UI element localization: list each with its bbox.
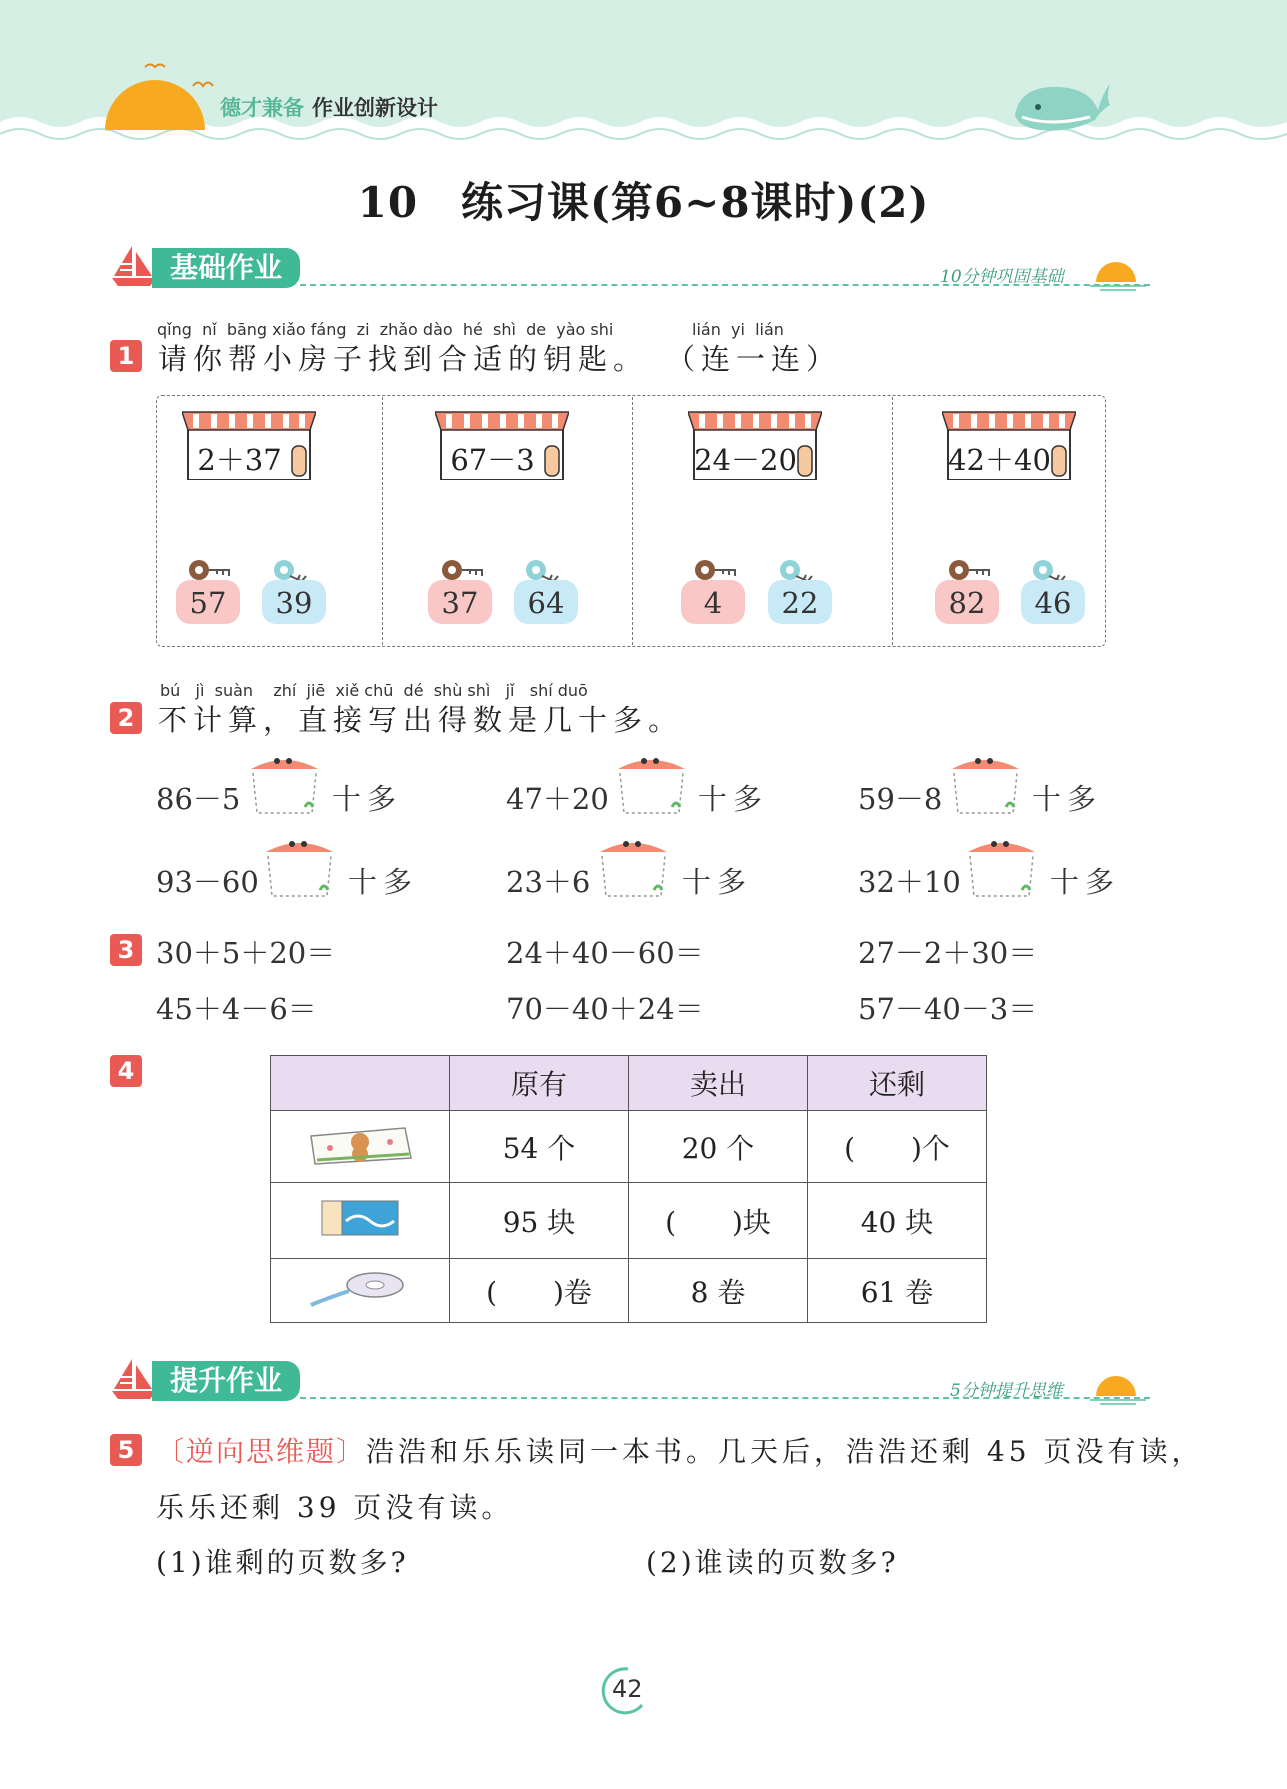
house-3[interactable]: [688, 410, 822, 484]
table-cell: 95 块: [450, 1183, 629, 1259]
table-header: 原有: [450, 1056, 629, 1111]
q1-pinyin: qǐng nǐ bāng xiǎo fáng zi zhǎo dào hé shì de yào shi: [157, 320, 614, 339]
q1-divider: [632, 397, 633, 645]
q2-expression: 59－8: [858, 782, 943, 816]
basket-blank[interactable]: [247, 755, 322, 815]
q3-equation[interactable]: 27－2＋30＝: [858, 936, 1038, 970]
basket-blank[interactable]: [964, 838, 1039, 898]
q2-suffix: 十多: [682, 865, 753, 899]
q2-suffix: 十多: [1032, 782, 1103, 816]
table-header: 卖出: [629, 1056, 808, 1111]
eraser-icon: [320, 1195, 400, 1239]
q5-number: 5: [110, 1434, 142, 1466]
q4-number: 4: [110, 1055, 142, 1087]
row-icon-cell: [271, 1259, 450, 1323]
key-37[interactable]: 37: [428, 580, 492, 624]
section-advanced-note: 5分钟提升思维: [950, 1381, 1063, 1401]
key-4[interactable]: 4: [681, 580, 745, 624]
key-57[interactable]: 57: [176, 580, 240, 624]
table-cell: 61 卷: [808, 1259, 987, 1323]
page-title: 10 练习课(第6~8课时)(2): [357, 178, 930, 227]
house-2[interactable]: [435, 410, 569, 484]
sun-icon: [100, 55, 210, 130]
house-expression: 67－3: [450, 443, 535, 477]
key-82[interactable]: 82: [935, 580, 999, 624]
q2-pinyin: bú jì suàn zhí jiē xiě chū dé shù shì jǐ shí duō: [160, 681, 588, 700]
sailboat-icon: [110, 244, 158, 288]
table-header: 还剩: [808, 1056, 987, 1111]
basket-blank[interactable]: [948, 755, 1023, 815]
q2-expression: 23＋6: [506, 865, 591, 899]
q2-expression: 32＋10: [858, 865, 961, 899]
tape-roll-icon: [305, 1265, 415, 1309]
section-basic-note: 10分钟巩固基础: [940, 267, 1064, 287]
q1-text2: （连一连）: [666, 342, 842, 376]
bird-icon: [192, 78, 214, 90]
key-22[interactable]: 22: [768, 580, 832, 624]
q5-line2: 乐乐还剩 39 页没有读。: [156, 1491, 514, 1524]
q2-text: 不计算，直接写出得数是几十多。: [158, 703, 684, 737]
house-expression: 2＋37: [197, 443, 282, 477]
q3-equation[interactable]: 30＋5＋20＝: [156, 936, 336, 970]
q1-text: 请你帮小房子找到合适的钥匙。: [158, 342, 649, 376]
page-number: 42: [612, 1675, 643, 1703]
table-cell-blank[interactable]: ( )卷: [450, 1259, 629, 1323]
q3-equation[interactable]: 24＋40－60＝: [506, 936, 704, 970]
q5-text1: 浩浩和乐乐读同一本书。几天后，浩浩还剩 45 页没有读，: [366, 1435, 1204, 1468]
q2-suffix: 十多: [348, 865, 419, 899]
q1-pinyin2: lián yi lián: [692, 320, 784, 339]
basket-blank[interactable]: [596, 838, 671, 898]
section-advanced-label: 提升作业: [152, 1361, 300, 1401]
table-cell-blank[interactable]: ( )块: [629, 1183, 808, 1259]
key-64[interactable]: 64: [514, 580, 578, 624]
q5-line1: [156, 1430, 1203, 1470]
house-4[interactable]: [942, 410, 1076, 484]
table-cell: 20 个: [629, 1111, 808, 1183]
q3-equation[interactable]: 45＋4－6＝: [156, 992, 317, 1026]
q5-tag: 〔逆向思维题〕: [156, 1435, 367, 1468]
sailboat-icon: [110, 1357, 158, 1401]
table-header-row: [271, 1056, 987, 1111]
table-cell: 40 块: [808, 1183, 987, 1259]
brand-part2: 作业创新设计: [312, 96, 438, 120]
table-row: [271, 1111, 987, 1183]
q3-number: 3: [110, 934, 142, 966]
q2-expression: 86－5: [156, 782, 241, 816]
q2-number: 2: [110, 702, 142, 734]
brand-part1: 德才兼备: [220, 96, 304, 120]
basket-blank[interactable]: [614, 755, 689, 815]
pencil-case-icon: [305, 1118, 415, 1168]
table-row: [271, 1183, 987, 1259]
row-icon-cell: [271, 1111, 450, 1183]
q2-expression: 47＋20: [506, 782, 609, 816]
q1-divider: [892, 397, 893, 645]
sun-small-icon: [1090, 252, 1146, 292]
table-cell: 8 卷: [629, 1259, 808, 1323]
q5-sub1: (1)谁剩的页数多?: [156, 1546, 409, 1579]
q1-number: 1: [110, 340, 142, 372]
house-1[interactable]: [182, 410, 316, 484]
row-icon-cell: [271, 1183, 450, 1259]
q2-suffix: 十多: [698, 782, 769, 816]
brand: [220, 92, 438, 122]
basket-blank[interactable]: [262, 838, 337, 898]
q2-suffix: 十多: [332, 782, 403, 816]
q4-table: [270, 1055, 987, 1323]
house-expression: 42＋40: [948, 443, 1051, 477]
section-basic-label: 基础作业: [152, 248, 300, 288]
q3-equation[interactable]: 70－40＋24＝: [506, 992, 704, 1026]
sun-small-icon: [1090, 1366, 1146, 1406]
table-row: [271, 1259, 987, 1323]
q5-sub2: (2)谁读的页数多?: [646, 1546, 899, 1579]
table-cell-blank[interactable]: ( )个: [808, 1111, 987, 1183]
q1-divider: [382, 397, 383, 645]
key-39[interactable]: 39: [262, 580, 326, 624]
q2-expression: 93－60: [156, 865, 259, 899]
q3-equation[interactable]: 57－40－3＝: [858, 992, 1038, 1026]
key-46[interactable]: 46: [1021, 580, 1085, 624]
whale-icon: [1010, 75, 1115, 135]
table-cell: 54 个: [450, 1111, 629, 1183]
house-expression: 24－20: [694, 443, 797, 477]
table-header-empty: [271, 1056, 450, 1111]
q2-suffix: 十多: [1050, 865, 1121, 899]
